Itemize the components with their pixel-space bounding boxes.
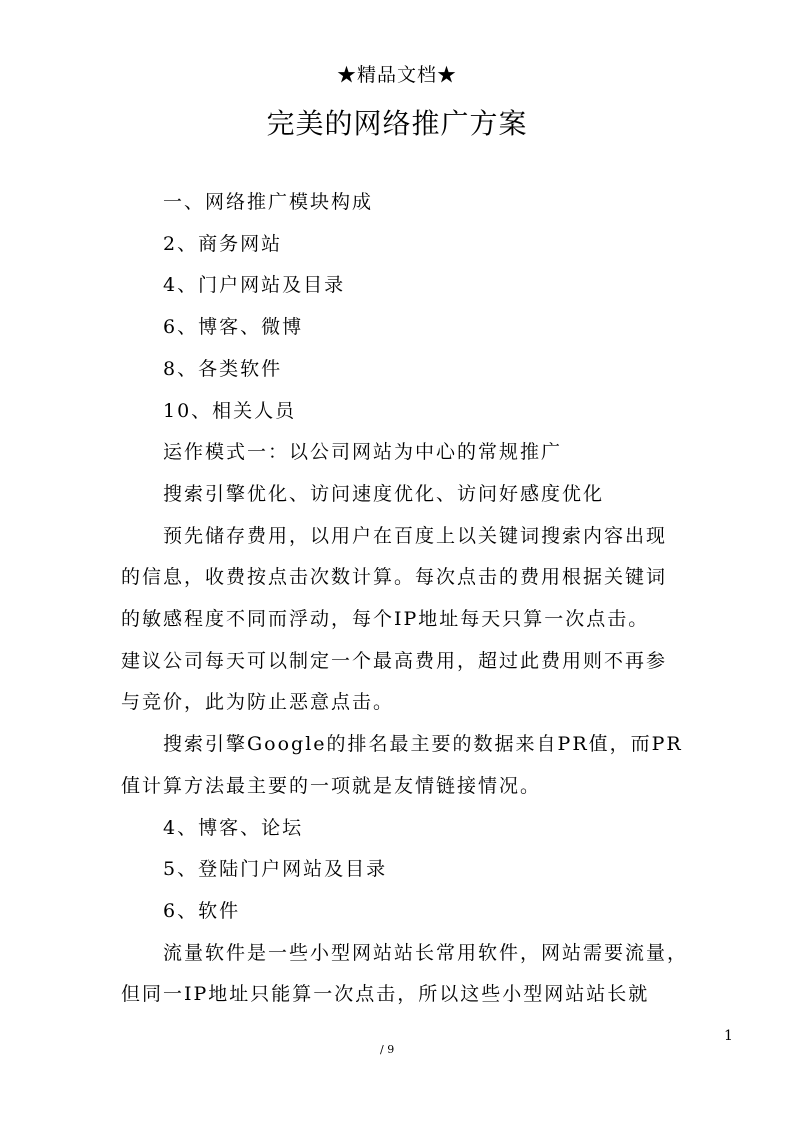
- paragraph-line: 与竞价，此为防止恶意点击。: [121, 691, 395, 714]
- list-item: 2、商务网站: [163, 232, 283, 255]
- document-title: 完美的网络推广方案: [266, 107, 528, 140]
- paragraph-line: 的信息，收费按点击次数计算。每次点击的费用根据关键词: [121, 566, 668, 589]
- paragraph-line: 的敏感程度不同而浮动，每个IP地址每天只算一次点击。: [121, 608, 650, 631]
- page-number: 1: [724, 1028, 733, 1044]
- list-item: 4、门户网站及目录: [163, 274, 346, 297]
- section-heading: 一、网络推广模块构成: [163, 191, 374, 213]
- paragraph-line: 流量软件是一些小型网站站长常用软件，网站需要流量，: [163, 941, 689, 964]
- paragraph-line: 但同一IP地址只能算一次点击，所以这些小型网站站长就: [121, 983, 650, 1006]
- paragraph-line: 值计算方法最主要的一项就是友情链接情况。: [121, 774, 542, 797]
- page-total: / 9: [380, 1043, 395, 1056]
- paragraph-line: 搜索引擎Google的排名最主要的数据来自PR值，而PR: [163, 733, 683, 756]
- quality-mark-header: ★精品文档★: [336, 64, 457, 86]
- document-body: [121, 182, 689, 1016]
- list-item: 4、博客、论坛: [163, 816, 304, 839]
- list-item: 6、软件: [163, 899, 241, 922]
- list-item: 10、相关人员: [163, 399, 297, 422]
- list-item: 6、博客、微博: [163, 316, 304, 339]
- paragraph-line: 预先储存费用，以用户在百度上以关键词搜索内容出现: [163, 524, 668, 547]
- list-item: 8、各类软件: [163, 357, 283, 380]
- paragraph-line: 建议公司每天可以制定一个最高费用，超过此费用则不再参: [121, 649, 668, 672]
- paragraph-line: 搜索引擎优化、访问速度优化、访问好感度优化: [163, 482, 605, 505]
- list-item: 5、登陆门户网站及目录: [163, 858, 388, 881]
- mode-heading: 运作模式一：以公司网站为中心的常规推广: [163, 441, 563, 464]
